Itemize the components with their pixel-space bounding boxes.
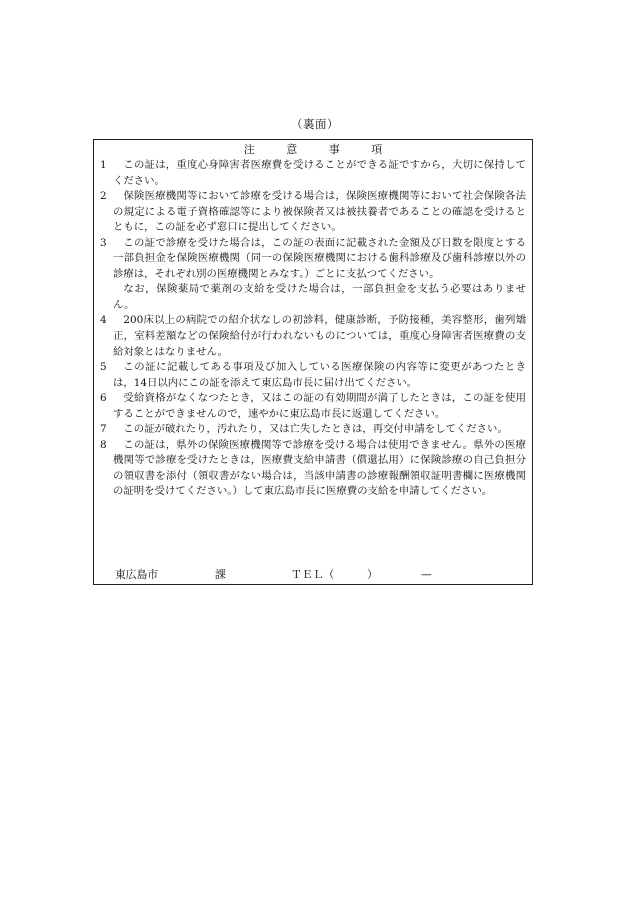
notice-list (100, 158, 526, 500)
item-number: 1 (100, 159, 107, 171)
item-text: この証は，重度心身障害者医療費を受けることができる証ですから，大切に保持してください。 (113, 159, 526, 187)
item-text: この証が破れたり，汚れたり，又は亡失したときは，再交付申請をしてください。 (123, 423, 508, 436)
item-number: 2 (100, 190, 107, 203)
notice-box (93, 139, 533, 585)
notice-item-3 (100, 236, 526, 314)
item-text: 保険医療機関等において診療を受ける場合は，保険医療機関等において社会保険各法の規定による電子資格確認等により被保険者又は被扶養者であることの確認を受けるとともに，この証を必ず窓口に提出してください。 (113, 190, 526, 234)
notice-item-6 (100, 391, 526, 422)
notice-item-7 (100, 422, 526, 438)
item-number: 7 (100, 423, 107, 436)
item-number: 8 (100, 438, 107, 451)
city-name: 東広島市 (115, 568, 159, 581)
tel-label: ＴＥＬ（ (291, 568, 335, 581)
tel-close: ） (367, 568, 378, 581)
item-subtext: なお，保険薬局で薬剤の支給を受けた場合は，一部負担金を支払う必要はありません。 (113, 283, 526, 311)
notice-title: 注 意 事 項 (243, 143, 383, 156)
notice-item-2 (100, 189, 526, 236)
page-label: （裏面） (291, 117, 339, 131)
item-text: この証で診療を受けた場合は，この証の表面に記載された金額及び日数を限度とする一部負担金を保険医療機関（同一の保険医療機関における歯科診療及び歯科診療以外の診療は，それぞれ別の医療機関とみなす。）ごとに支払つてください。 (113, 236, 526, 280)
notice-item-1 (100, 158, 526, 189)
item-text: 200床以上の病院での紹介状なしの初診料，健康診断，予防接種，美容整形，歯列矯正，室料差額などの保険給付が行われないものについては，重度心身障害者医療費の支給対象とはなりません。 (113, 314, 526, 358)
item-text: この証に記載してある事項及び加入している医療保険の内容等に変更があつたときは，14日以内にこの証を添えて東広島市長に届け出てください。 (113, 361, 526, 389)
item-number: 4 (100, 314, 107, 327)
tel-dash: — (421, 568, 432, 581)
item-text: この証は，県外の保険医療機関等で診療を受ける場合は使用できません。県外の医療機関等で診療を受けたときは，医療費支給申請書（償還払用）に保険診療の自己負担分の領収書を添付（領収書がない場合は，当該申請書の診療報酬領収証明書欄に医療機関の証明を受けてください。）して東広島市長に医療費の支給を申請してください。 (113, 438, 526, 498)
item-number: 5 (100, 361, 107, 374)
item-number: 6 (100, 392, 107, 405)
section-label: 課 (215, 568, 226, 581)
item-number: 3 (100, 236, 107, 249)
notice-item-5 (100, 360, 526, 391)
notice-item-4 (100, 313, 526, 360)
item-text: 受給資格がなくなつたとき，又はこの証の有効期間が満了したときは，この証を使用することができませんので，速やかに東広島市長に返還してください。 (113, 392, 526, 420)
notice-item-8 (100, 438, 526, 500)
